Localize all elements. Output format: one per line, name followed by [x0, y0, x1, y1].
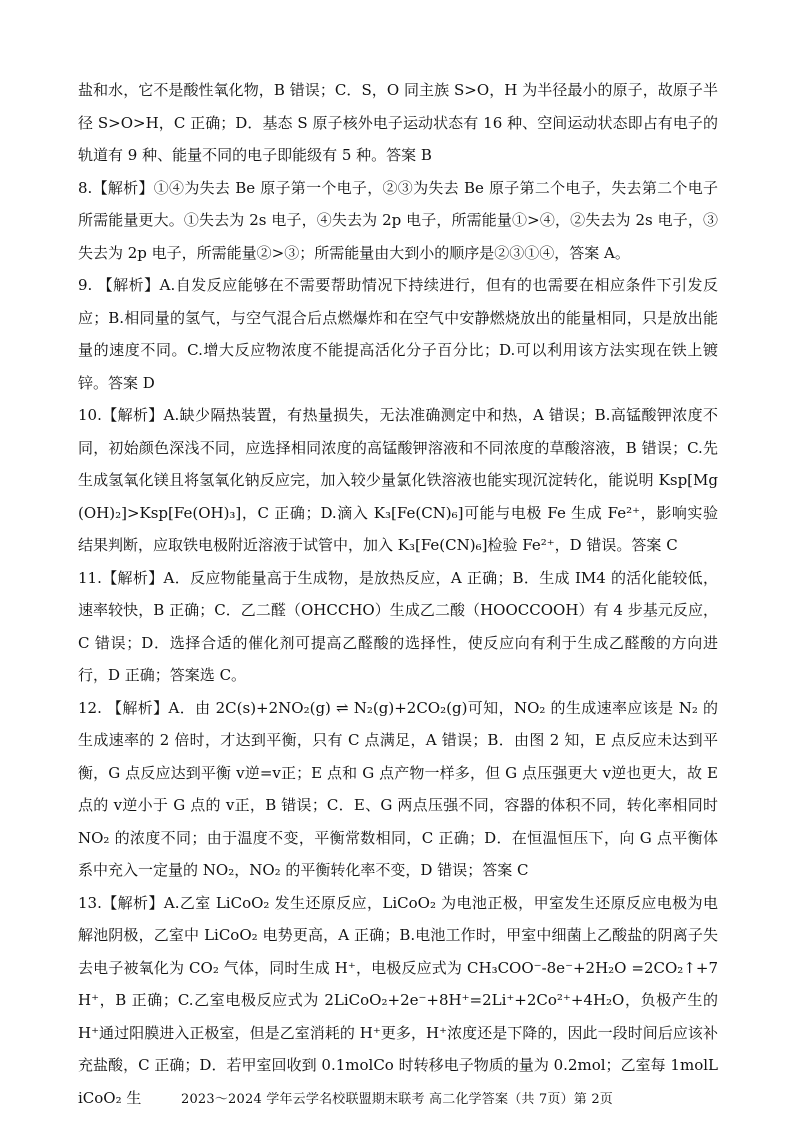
answer-paragraph-7-continued: 盐和水，它不是酸性氧化物，B 错误；C．S，O 同主族 S>O，H 为半径最小的原子，故原子半径 S>O>H，C 正确；D．基态 S 原子核外电子运动状态有 16 种、空间运动状态即占有电子的轨道有 9 种、能量不同的电子即能级有 5 种。答案 B	[78, 81, 718, 164]
page-footer: 2023～2024 学年云学名校联盟期末联考 高二化学答案（共 7页）第 2页	[180, 1092, 614, 1107]
answer-paragraph-8: 8.【解析】①④为失去 Be 原子第一个电子，②③为失去 Be 原子第二个电子，失去第二个电子所需能量更大。①失去为 2s 电子，④失去为 2p 电子，所需能量①>④，②失去为 2s 电子，③失去为 2p 电子，所需能量②>③；所需能量由大到小的顺序是②③①④，答案 A。	[78, 178, 718, 262]
answer-paragraph-12: 12. 【解析】A．由 2C(s)+2NO₂(g) ⇌ N₂(g)+2CO₂(g)可知，NO₂ 的生成速率应该是 N₂ 的生成速率的 2 倍时，才达到平衡，只有 C 点满足，A 错误；B．由图 2 知，E 点反应未达到平衡，G 点反应达到平衡 v逆=v正；E 点和 G 点产物一样多，但 G 点压强更大 v逆也更大，故 E 点的 v逆小于 G 点的 v正，B 错误；C．E、G 两点压强不同，容器的体积不同，转化率相同时 NO₂ 的浓度不同；由于温度不变，平衡常数相同，C 正确；D．在恒温恒压下，向 G 点平衡体系中充入一定量的 NO₂，NO₂ 的平衡转化率不变，D 错误；答案 C	[78, 698, 723, 879]
answer-paragraph-9: 9. 【解析】A.自发反应能够在不需要帮助情况下持续进行，但有的也需要在相应条件下引发反应；B.相同量的氢气，与空气混合后点燃爆炸和在空气中安静燃烧放出的能量相同，只是放出能量的速度不同。C.增大反应物浓度不能提高活化分子百分比；D.可以利用该方法实现在铁上镀锌。答案 D	[78, 276, 718, 392]
answer-body	[78, 74, 723, 1114]
answer-paragraph-13: 13.【解析】A.乙室 LiCoO₂ 发生还原反应，LiCoO₂ 为电池正极，甲室发生还原反应电极为电解池阴极，乙室中 LiCoO₂ 电势更高，A 正确；B.电池工作时，甲室中细菌上乙酸盐的阴离子失去电子被氧化为 CO₂ 气体，同时生成 H⁺，电极反应式为 CH₃COO⁻-8e⁻+2H₂O =2CO₂↑+7H⁺，B 正确；C.乙室电极反应式为 2LiCoO₂+2e⁻+8H⁺=2Li⁺+2Co²⁺+4H₂O，负极产生的 H⁺通过阳膜进入正极室，但是乙室消耗的 H⁺更多，H⁺浓度还是下降的，因此一段时间后应该补充盐酸，C 正确；D．若甲室回收到 0.1molCo 时转移电子物质的量为 0.2mol；乙室每 1molLiCoO₂ 生	[78, 893, 723, 1107]
answer-paragraph-10: 10.【解析】A.缺少隔热装置，有热量损失，无法准确测定中和热，A 错误；B.高锰酸钾浓度不同，初始颜色深浅不同，应选择相同浓度的高锰酸钾溶液和不同浓度的草酸溶液，B 错误；C.先生成氢氧化镁且将氢氧化钠反应完，加入较少量氯化铁溶液也能实现沉淀转化，能说明 Ksp[Mg(OH)₂]>Ksp[Fe(OH)₃]，C 正确；D.滴入 K₃[Fe(CN)₆]可能与电极 Fe 生成 Fe²⁺，影响实验结果判断，应取铁电极附近溶液于试管中，加入 K₃[Fe(CN)₆]检验 Fe²⁺，D 错误。答案 C	[78, 406, 718, 554]
answer-paragraph-11: 11.【解析】A．反应物能量高于生成物，是放热反应，A 正确；B．生成 IM4 的活化能较低，速率较快，B 正确；C．乙二醛（OHCCHO）生成乙二酸（HOOCCOOH）有 4 步基元反应，C 错误；D．选择合适的催化剂可提高乙醛酸的选择性，使反应向有利于生成乙醛酸的方向进行，D 正确；答案选 C。	[78, 568, 718, 684]
